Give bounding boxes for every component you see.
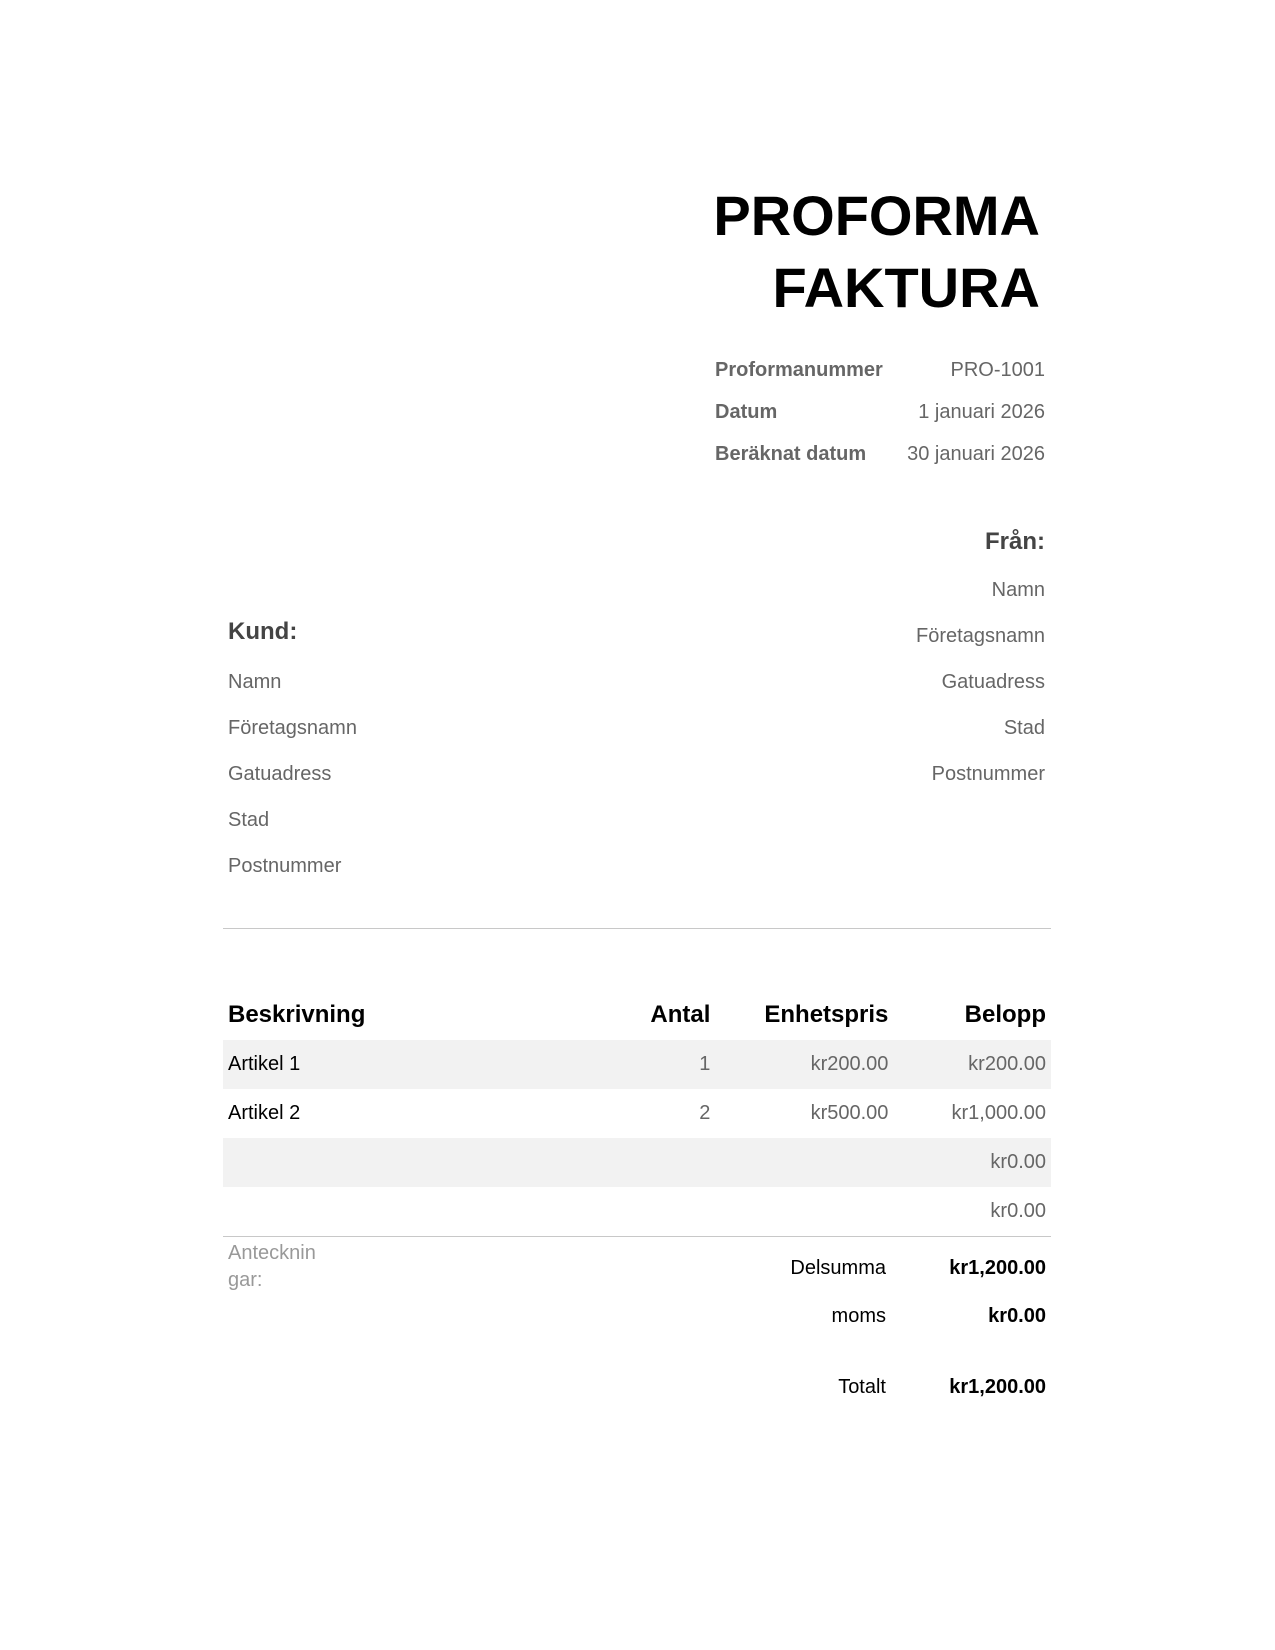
customer-heading: Kund: [228, 618, 298, 645]
from-company: Företagsnamn [916, 625, 1045, 647]
item-unit-price: kr500.00 [810, 1102, 889, 1124]
meta-row-due-date [715, 426, 1045, 468]
total-value: kr1,200.00 [949, 1376, 1046, 1398]
notes-label: Anteckningar: [228, 1242, 316, 1291]
meta-label: Datum [715, 401, 778, 423]
item-amount: kr0.00 [893, 1138, 1051, 1187]
item-quantity [602, 1138, 715, 1187]
meta-row-date [715, 384, 1045, 426]
subtotal-value: kr1,200.00 [949, 1257, 1046, 1279]
tax-value: kr0.00 [988, 1305, 1046, 1327]
table-row [223, 1040, 1051, 1089]
table-row [223, 1187, 1051, 1237]
item-description: Artikel 1 [223, 1040, 602, 1089]
from-heading: Från: [985, 528, 1045, 555]
item-description [223, 1187, 602, 1237]
item-amount: kr200.00 [893, 1040, 1051, 1089]
item-unit-price [715, 1187, 893, 1237]
tax-label: moms [831, 1305, 886, 1327]
from-name: Namn [991, 579, 1045, 601]
from-street: Gatuadress [941, 671, 1045, 693]
customer-street: Gatuadress [228, 763, 332, 785]
table-row [223, 1089, 1051, 1138]
total-label: Totalt [838, 1376, 886, 1398]
customer-postal-code: Postnummer [228, 855, 342, 877]
item-amount: kr1,000.00 [951, 1102, 1046, 1124]
item-unit-price [715, 1138, 893, 1187]
item-description [223, 1138, 602, 1187]
section-divider [223, 928, 1051, 929]
line-items-table [223, 990, 1051, 1237]
customer-address [228, 670, 528, 900]
from-address [800, 578, 1045, 808]
meta-label: Beräknat datum [715, 443, 867, 465]
totals-block [700, 1257, 1051, 1424]
header-description: Beskrivning [228, 1001, 366, 1028]
subtotal-row [700, 1257, 1051, 1305]
item-quantity: 1 [602, 1040, 715, 1089]
customer-company: Företagsnamn [228, 717, 357, 739]
meta-value: 1 januari 2026 [918, 401, 1045, 423]
table-header-row [223, 990, 1051, 1040]
meta-label: Proformanummer [715, 359, 883, 381]
meta-row-number [715, 330, 1045, 384]
header-unit-price: Enhetspris [764, 1001, 889, 1028]
meta-value: 30 januari 2026 [907, 443, 1045, 465]
item-description: Artikel 2 [228, 1102, 301, 1124]
table-row [223, 1138, 1051, 1187]
meta-value: PRO-1001 [950, 359, 1045, 381]
invoice-meta-table [715, 330, 1045, 468]
tax-row [700, 1305, 1051, 1353]
from-city: Stad [1003, 717, 1045, 739]
header-quantity: Antal [650, 1001, 711, 1028]
item-amount: kr0.00 [893, 1187, 1051, 1237]
total-row [700, 1376, 1051, 1424]
subtotal-label: Delsumma [790, 1257, 886, 1279]
header-amount: Belopp [964, 1001, 1046, 1028]
from-postal-code: Postnummer [931, 763, 1045, 785]
item-quantity: 2 [699, 1102, 711, 1124]
customer-city: Stad [228, 809, 270, 831]
document-title: PROFORMA FAKTURA [713, 184, 1040, 319]
item-unit-price: kr200.00 [715, 1040, 893, 1089]
item-quantity [602, 1187, 715, 1237]
customer-name: Namn [228, 671, 282, 693]
